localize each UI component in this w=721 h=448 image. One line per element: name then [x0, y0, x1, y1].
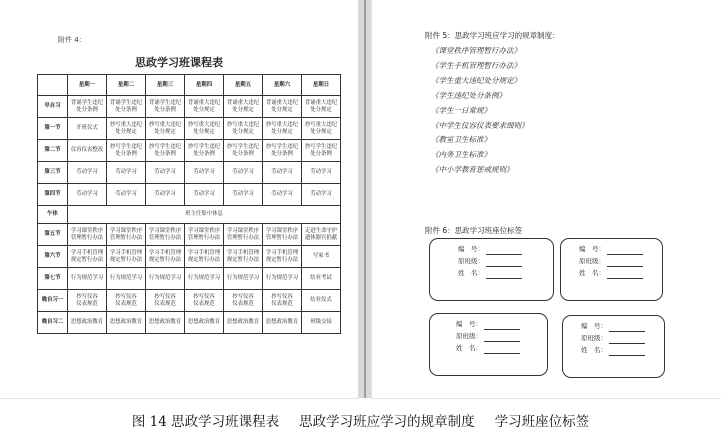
seat-name-line	[571, 267, 662, 279]
list-item: 《教室卫生标准》	[431, 135, 491, 145]
caption-figure: 图 14 思政学习班课程表	[131, 414, 280, 430]
seat-name-line	[448, 342, 547, 354]
seat-card	[560, 238, 663, 301]
seat-number-label: 编 号：	[456, 320, 482, 328]
seat-class-line	[573, 332, 664, 344]
table-cell: 行为规范学习	[224, 268, 263, 290]
table-cell: 学习课堂秩序 管理暂行办法	[68, 224, 107, 246]
table-cell: 背诵重大违纪 处分规定	[224, 96, 263, 118]
table-cell: 抄写重大违纪 处分规定	[185, 118, 224, 140]
table-row	[38, 246, 341, 268]
table-cell: 劳动学习	[224, 184, 263, 206]
blank-underline	[607, 258, 643, 267]
table-cell: 劳动学习	[302, 184, 341, 206]
seat-name-label: 姓 名：	[579, 269, 605, 277]
seat-number-label: 编 号：	[458, 245, 484, 253]
caption-part-2: 思政学习班应学习的规章制度	[299, 414, 475, 430]
list-item: 《学生一日常规》	[431, 105, 491, 115]
seat-card	[429, 238, 554, 301]
table-cell: 班级交接	[302, 312, 341, 334]
column-header: 星期日	[302, 75, 341, 96]
table-cell: 抄写重大违纪 处分规定	[107, 118, 146, 140]
seat-card	[562, 315, 665, 378]
table-cell: 走进生命守护 遗体器官捐献	[302, 224, 341, 246]
blank-underline	[484, 345, 520, 354]
table-cell: 抄写仪容 仪表规范	[224, 290, 263, 312]
table-cell: 学习课堂秩序 管理暂行办法	[185, 224, 224, 246]
table-cell: 思想政治教育	[224, 312, 263, 334]
table-cell: 写家书	[302, 246, 341, 268]
appendix-4-label: 附件 4：	[58, 36, 86, 44]
table-cell: 劳动学习	[302, 162, 341, 184]
table-header-row	[38, 75, 341, 96]
table-cell: 抄写学生违纪 处分条例	[302, 140, 341, 162]
schedule-title: 思政学习班课程表	[135, 56, 223, 69]
appendix-6-title: 附件 6：思政学习班座位标签	[425, 226, 523, 235]
table-cell: 思想政治教育	[263, 312, 302, 334]
blank-underline	[609, 347, 645, 356]
caption-part-3: 学习班座位标签	[494, 414, 590, 430]
regulations-list	[431, 44, 529, 178]
list-item: 《学生手机管理暂行办法》	[431, 60, 521, 70]
list-item: 《中学生仪容仪表要求细则》	[431, 120, 529, 130]
blank-underline	[607, 246, 643, 255]
seat-class-label: 原班级：	[456, 332, 482, 340]
table-cell: 行为规范学习	[146, 268, 185, 290]
table-row	[38, 224, 341, 246]
table-cell: 劳动学习	[185, 162, 224, 184]
table-cell: 抄写仪容 仪表规范	[68, 290, 107, 312]
seat-class-label: 原班级：	[581, 334, 607, 342]
table-cell: 抄写仪容 仪表规范	[185, 290, 224, 312]
table-cell: 学习手机管理 规定暂行办法	[263, 246, 302, 268]
table-cell: 思想政治教育	[146, 312, 185, 334]
row-label: 晚自习二	[38, 312, 68, 334]
table-cell: 背诵重大违纪 处分规定	[302, 96, 341, 118]
figure-caption	[0, 410, 721, 430]
table-cell: 背诵学生违纪 处分条例	[68, 96, 107, 118]
table-row	[38, 268, 341, 290]
seat-name-label: 姓 名：	[458, 269, 484, 277]
column-header: 星期五	[224, 75, 263, 96]
table-cell: 抄写仪容 仪表规范	[146, 290, 185, 312]
seat-number-label: 编 号：	[579, 245, 605, 253]
table-cell: 抄写学生违纪 处分条例	[224, 140, 263, 162]
row-label: 第七节	[38, 268, 68, 290]
table-cell: 背诵学生违纪 处分条例	[146, 96, 185, 118]
table-cell: 学习课堂秩序 管理暂行办法	[146, 224, 185, 246]
row-label: 第三节	[38, 162, 68, 184]
seat-number-line	[448, 318, 547, 330]
table-cell: 思想政治教育	[185, 312, 224, 334]
list-item: 《中小学教育惩戒规则》	[431, 165, 514, 175]
table-cell: 背诵重大违纪 处分规定	[185, 96, 224, 118]
table-cell: 抄写学生违纪 处分条例	[107, 140, 146, 162]
row-label: 早自习	[38, 96, 68, 118]
seat-class-label: 原班级：	[458, 257, 484, 265]
column-header	[38, 75, 68, 96]
seat-number-label: 编 号：	[581, 322, 607, 330]
blank-underline	[609, 335, 645, 344]
list-item: 《课堂秩序管理暂行办法》	[431, 46, 521, 55]
table-cell: 结业仪式	[302, 290, 341, 312]
noon-rest-cell: 班主任集中休息	[68, 206, 341, 224]
table-cell: 背诵重大违纪 处分规定	[263, 96, 302, 118]
row-label: 第一节	[38, 118, 68, 140]
seat-class-line	[448, 330, 547, 342]
seat-card	[429, 313, 548, 376]
seat-name-line	[450, 267, 553, 279]
table-cell: 思想政治教育	[107, 312, 146, 334]
class-schedule-table	[37, 74, 341, 334]
table-cell: 劳动学习	[107, 184, 146, 206]
table-row	[38, 312, 341, 334]
table-row	[38, 118, 341, 140]
table-cell: 劳动学习	[146, 184, 185, 206]
seat-number-line	[571, 243, 662, 255]
seat-number-line	[573, 320, 664, 332]
table-cell: 抄写重大违纪 处分规定	[146, 118, 185, 140]
column-header: 星期三	[146, 75, 185, 96]
seat-number-line	[450, 243, 553, 255]
row-label: 第五节	[38, 224, 68, 246]
table-cell: 学习手机管理 规定暂行办法	[107, 246, 146, 268]
table-cell: 抄写重大违纪 处分规定	[224, 118, 263, 140]
column-header: 星期四	[185, 75, 224, 96]
list-item: 《学生违纪处分条例》	[431, 90, 506, 100]
blank-underline	[486, 258, 522, 267]
table-cell: 劳动学习	[107, 162, 146, 184]
blank-underline	[486, 270, 522, 279]
table-cell: 劳动学习	[185, 184, 224, 206]
seat-name-line	[573, 344, 664, 356]
table-cell: 结业考试	[302, 268, 341, 290]
table-cell: 学习课堂秩序 管理暂行办法	[107, 224, 146, 246]
table-row	[38, 96, 341, 118]
seat-name-label: 姓 名：	[581, 346, 607, 354]
row-label: 第二节	[38, 140, 68, 162]
table-row	[38, 290, 341, 312]
seat-class-line	[571, 255, 662, 267]
seat-name-label: 姓 名：	[456, 344, 482, 352]
list-item: 《学生重大违纪处分规定》	[431, 75, 521, 85]
seat-class-label: 原班级：	[579, 257, 605, 265]
table-cell: 行为规范学习	[107, 268, 146, 290]
row-label: 第四节	[38, 184, 68, 206]
blank-underline	[607, 270, 643, 279]
row-label: 第六节	[38, 246, 68, 268]
row-label: 晚自习一	[38, 290, 68, 312]
table-row	[38, 140, 341, 162]
table-cell: 抄写学生违纪 处分条例	[263, 140, 302, 162]
table-row	[38, 184, 341, 206]
table-cell: 学习课堂秩序 管理暂行办法	[263, 224, 302, 246]
table-cell: 仪容仪表整改	[68, 140, 107, 162]
table-cell: 背诵学生违纪 处分条例	[107, 96, 146, 118]
table-cell: 学习手机管理 规定暂行办法	[68, 246, 107, 268]
table-cell: 学习手机管理 规定暂行办法	[146, 246, 185, 268]
blank-underline	[486, 246, 522, 255]
table-cell: 抄写重大违纪 处分规定	[263, 118, 302, 140]
table-cell: 抄写重大违纪 处分规定	[302, 118, 341, 140]
row-label: 午休	[38, 206, 68, 224]
blank-underline	[609, 323, 645, 332]
table-cell: 劳动学习	[263, 184, 302, 206]
table-cell: 学习课堂秩序 管理暂行办法	[224, 224, 263, 246]
column-header: 星期六	[263, 75, 302, 96]
column-header: 星期二	[107, 75, 146, 96]
blank-underline	[484, 333, 520, 342]
table-cell: 抄写学生违纪 处分条例	[146, 140, 185, 162]
table-cell: 学习手机管理 规定暂行办法	[224, 246, 263, 268]
table-cell: 劳动学习	[263, 162, 302, 184]
table-cell: 抄写学生违纪 处分条例	[185, 140, 224, 162]
table-cell: 抄写仪容 仪表规范	[263, 290, 302, 312]
table-row	[38, 162, 341, 184]
column-header: 星期一	[68, 75, 107, 96]
table-cell: 思想政治教育	[68, 312, 107, 334]
table-cell: 劳动学习	[68, 162, 107, 184]
table-cell: 行为规范学习	[68, 268, 107, 290]
blank-underline	[484, 321, 520, 330]
table-cell: 劳动学习	[68, 184, 107, 206]
table-cell: 劳动学习	[146, 162, 185, 184]
appendix-5-title: 附件 5：思政学习班应学习的规章制度：	[425, 31, 560, 40]
table-cell: 抄写仪容 仪表规范	[107, 290, 146, 312]
seat-class-line	[450, 255, 553, 267]
table-cell: 学习手机管理 规定暂行办法	[185, 246, 224, 268]
table-cell: 行为规范学习	[263, 268, 302, 290]
table-cell: 行为规范学习	[185, 268, 224, 290]
table-cell: 劳动学习	[224, 162, 263, 184]
list-item: 《内务卫生标准》	[431, 150, 491, 160]
table-cell: 开班仪式	[68, 118, 107, 140]
noon-row	[38, 206, 341, 224]
page-gutter	[358, 0, 372, 398]
